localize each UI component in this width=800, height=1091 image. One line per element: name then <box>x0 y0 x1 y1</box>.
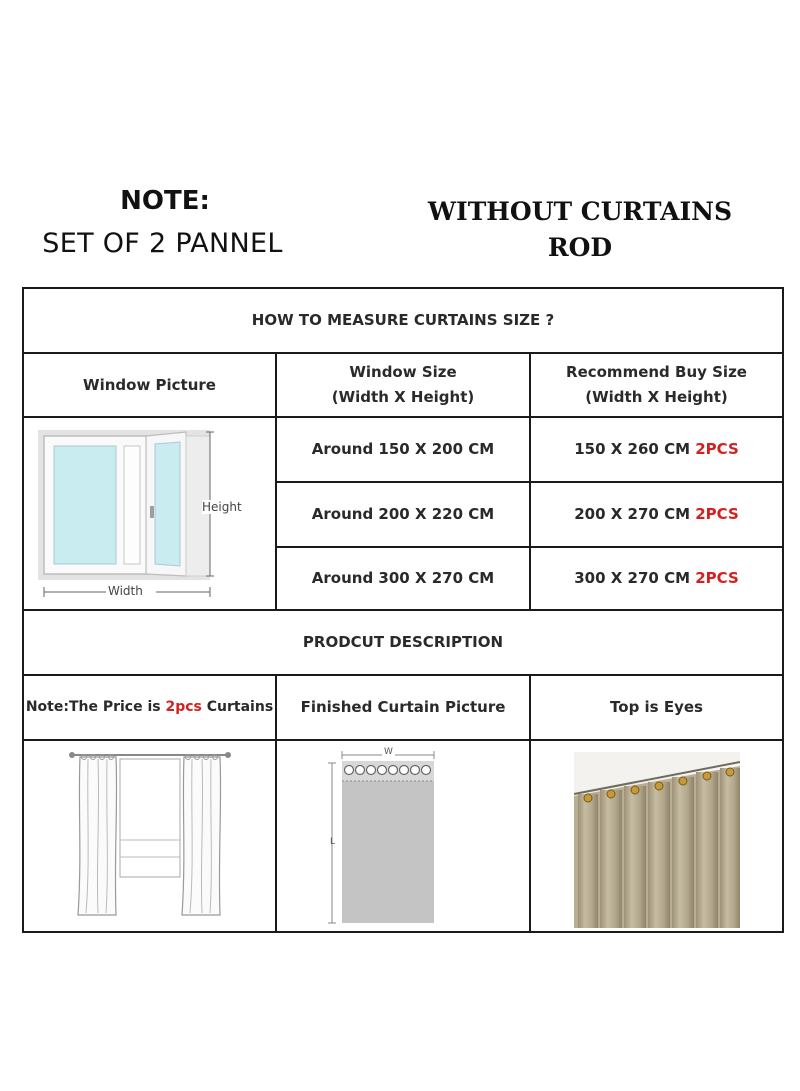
finished-curtain-image <box>322 747 462 927</box>
window-size-row-2: Around 200 X 220 CM <box>311 505 495 523</box>
col-header-window-size-line2: (Width X Height) <box>331 388 475 406</box>
col-header-recommend-line1: Recommend Buy Size <box>566 363 747 381</box>
window-size-row-1: Around 150 X 200 CM <box>311 440 495 458</box>
window-diagram <box>30 424 270 604</box>
col-header-picture: Window Picture <box>83 375 216 394</box>
col-header-recommend-size <box>531 354 782 416</box>
rod-notice-line2: ROD <box>547 233 613 262</box>
price-note <box>24 676 275 739</box>
buy-size-value: 200 X 270 CM <box>574 505 691 523</box>
diagram-width-label: W <box>384 747 393 757</box>
window-illustration <box>30 424 270 604</box>
rod-notice-line1: WITHOUT CURTAINS <box>427 197 733 226</box>
price-note-prefix: Note:The Price is <box>25 699 161 715</box>
col-header-window-size <box>277 354 529 416</box>
buy-qty: 2PCS <box>695 569 739 587</box>
col-header-recommend-line2: (Width X Height) <box>585 388 728 406</box>
price-note-qty: 2pcs <box>165 699 202 715</box>
buy-size-row-1 <box>531 418 782 481</box>
buy-qty: 2PCS <box>695 440 739 458</box>
width-label: Width <box>108 584 143 598</box>
price-note-suffix: Curtains <box>206 699 274 715</box>
measure-title: HOW TO MEASURE CURTAINS SIZE ? <box>251 311 555 329</box>
height-label: Height <box>202 500 242 514</box>
window-size-row-3: Around 300 X 270 CM <box>311 569 495 587</box>
curtain-sketch-image <box>60 745 240 927</box>
buy-size-row-2 <box>531 483 782 546</box>
description-title: PRODCUT DESCRIPTION <box>302 633 504 651</box>
col-header-window-size-line1: Window Size <box>349 363 457 381</box>
buy-size-value: 300 X 270 CM <box>574 569 691 587</box>
eyelet-photo <box>574 752 740 928</box>
buy-size-value: 150 X 260 CM <box>574 440 691 458</box>
top-is-eyes-label: Top is Eyes <box>610 698 703 716</box>
finished-curtain-label: Finished Curtain Picture <box>300 698 506 716</box>
eyelet-curtain-photo <box>574 752 740 928</box>
curtain-sketch <box>60 745 240 927</box>
finished-curtain-diagram <box>322 747 462 927</box>
note-label: NOTE: <box>120 186 210 216</box>
buy-size-row-3 <box>531 548 782 609</box>
note-text: SET OF 2 PANNEL <box>42 228 283 259</box>
diagram-length-label: L <box>330 837 336 847</box>
buy-qty: 2PCS <box>695 505 739 523</box>
